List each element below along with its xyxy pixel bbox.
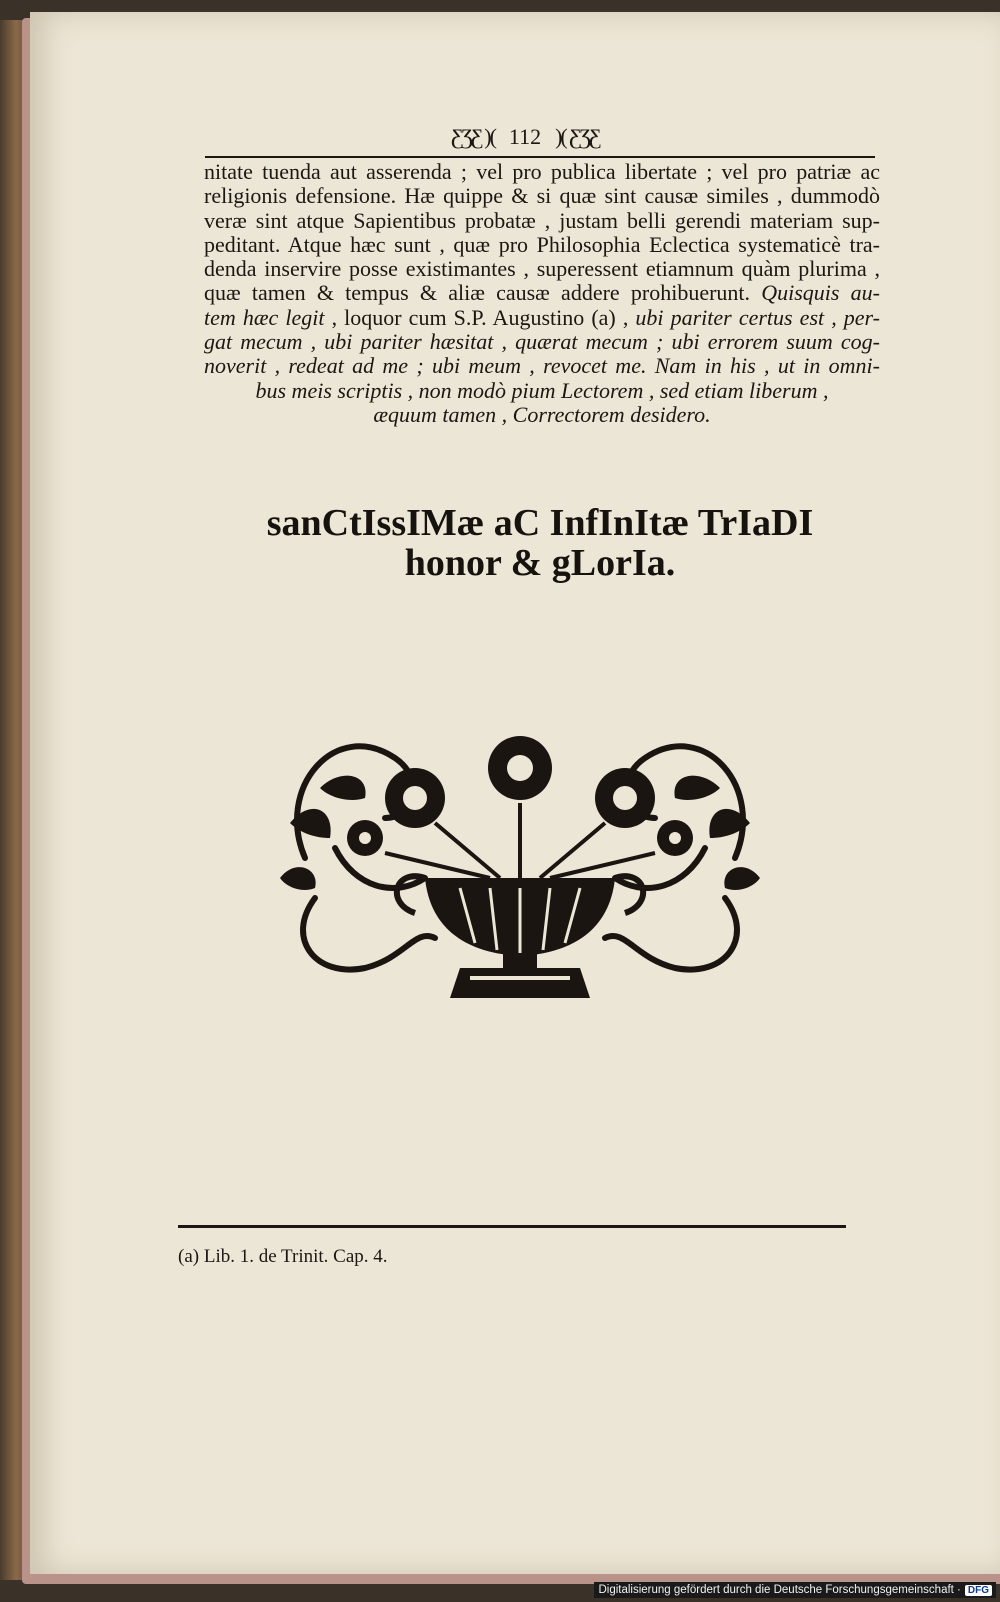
header-ornament-icon: )( ƸƷƸ	[555, 124, 599, 149]
footnote: (a) Lib. 1. de Trinit. Cap. 4.	[178, 1246, 388, 1267]
running-header	[175, 120, 875, 154]
text-line: tem hæc legit , loquor cum S.P. Augustino (a) , ubi pariter certus est , per-	[204, 305, 880, 330]
dfg-logo: DFG	[965, 1585, 992, 1596]
footnote-rule	[178, 1225, 846, 1228]
text-line: religionis defensione. Hæ quippe & si quæ sint causæ similes , dummodò	[204, 184, 880, 209]
header-rule	[205, 156, 875, 158]
dedication-line: sanCtIssIMæ aC InfInItæ TrIaDI	[266, 502, 814, 544]
dedication-line: honor & gLorIa.	[404, 542, 676, 584]
page-number: 112	[508, 124, 542, 149]
text-line: peditant. Atque hæc sunt , quæ pro Philosophia Eclectica systematicè tra-	[204, 232, 880, 257]
header-ornament-icon: ƸƷƸ )(	[451, 124, 495, 149]
text-line: gat mecum , ubi pariter hæsitat , quærat mecum ; ubi errorem suum cog-	[204, 330, 880, 355]
text-line: noverit , redeat ad me ; ubi meum , revocet me. Nam in his , ut in omni-	[204, 354, 880, 379]
dedication-chronogram	[240, 503, 840, 583]
text-line: nitate tuenda aut asserenda ; vel pro publica libertate ; vel pro patriæ ac	[204, 160, 880, 184]
text-line: quæ tamen & tempus & aliæ causæ addere prohibuerunt. Quisquis au-	[204, 281, 880, 306]
main-text	[204, 160, 880, 427]
text-line: veræ sint atque Sapientibus probatæ , justam belli gerendi materiam sup-	[204, 208, 880, 233]
text-line: denda inservire posse existimantes , superessent etiamnum quàm plurima ,	[204, 257, 880, 282]
flower-vase-vignette-icon	[275, 728, 765, 1018]
text-line: æquum tamen , Correctorem desidero.	[373, 402, 711, 427]
digitization-credit	[594, 1582, 996, 1598]
credit-text: Digitalisierung gefördert durch die Deutsche Forschungsgemeinschaft ·	[598, 1584, 961, 1596]
text-line: bus meis scriptis , non modò pium Lectorem , sed etiam liberum ,	[255, 378, 829, 403]
